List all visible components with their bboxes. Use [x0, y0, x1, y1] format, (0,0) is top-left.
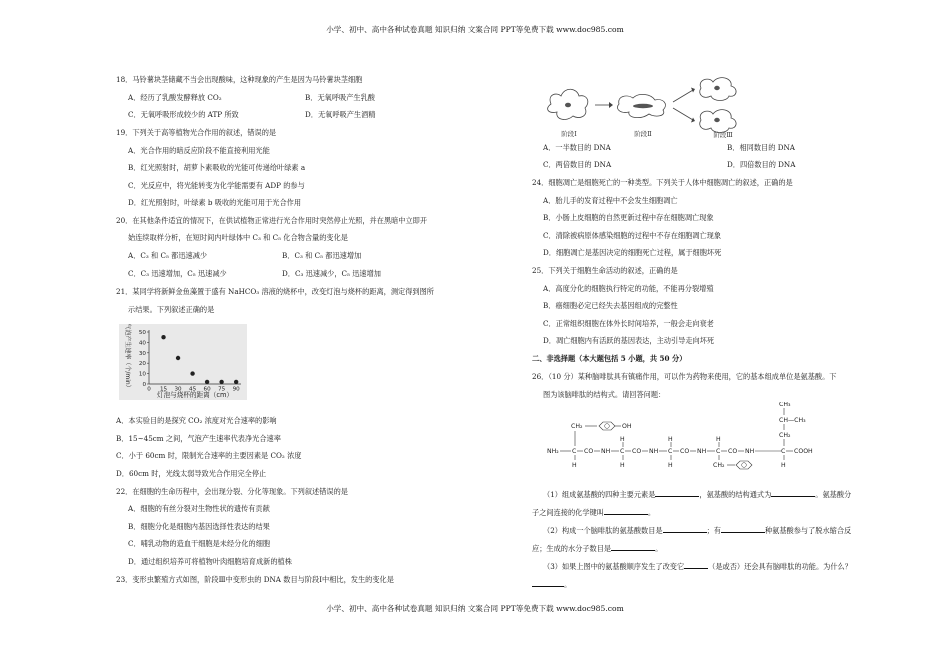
q18-option-a: A．经历了乳酸发酵释放 CO₂	[128, 93, 222, 102]
light-distance-chart	[119, 324, 247, 400]
y-tick-label: 40	[138, 340, 146, 347]
scatter-plot	[119, 324, 247, 400]
q24-option-a: A．胎儿手的发育过程中不会发生细胞凋亡	[543, 196, 678, 205]
x-tick-label: 75	[218, 386, 226, 393]
q26-part3-line2: 。	[532, 580, 571, 590]
y-tick-label: 0	[142, 382, 146, 388]
x-tick-label: 45	[189, 386, 197, 393]
blank-general-formula[interactable]	[771, 490, 815, 497]
stage1-label: 阶段Ⅰ	[561, 130, 577, 138]
q22-option-a: A．细胞的有丝分裂对生物性状的遗传有贡献	[128, 504, 270, 513]
q21-option-b: B．15~45cm 之间，气泡产生速率代表净光合速率	[116, 434, 281, 443]
formula-c1: C	[572, 448, 577, 455]
formula-h2: H	[620, 462, 625, 469]
q26-part2-line1: （2）构成一个脑啡肽的氨基酸数目是 ；有 种氨基酸参与了脱水缩合反	[543, 526, 852, 535]
blank-water-count[interactable]	[611, 544, 655, 551]
q20-option-d: D．C₃ 迅速减少，C₅ 迅速增加	[282, 269, 381, 278]
q21-stem-line1: 21．某同学将新鲜金鱼藻置于盛有 NaHCO₃ 溶液的烧杯中，改变灯泡与烧杯的距离，测定得到图所	[116, 287, 434, 296]
q20-stem-line2: 始连续取样分析，在短时间内叶绿体中 C₃ 和 C₅ 化合物含量的变化是	[128, 233, 348, 242]
stage2-label: 阶段Ⅱ	[634, 130, 652, 138]
q24-option-c: C．清除被病原体感染细胞的过程中不存在细胞凋亡现象	[543, 231, 722, 240]
blank-amino-acid-types[interactable]	[721, 526, 765, 533]
benzene-ring-1	[599, 422, 615, 430]
q26-part3-line1: （3）如果上图中的氨基酸顺序发生了改变它 （是或否）还会具有脑啡肽的功能。为什么？	[543, 562, 852, 571]
formula-h3-top: H	[668, 436, 673, 443]
q22-option-c: C．哺乳动物的造血干细胞是未经分化的细胞	[128, 539, 271, 548]
q19-option-a: A．光合作用的暗反应阶段不能直接利用光能	[128, 146, 270, 155]
formula-c4: C	[716, 448, 721, 455]
formula-c3: C	[668, 448, 673, 455]
q18-option-b: B．无氧呼吸产生乳酸	[305, 93, 375, 102]
blank-amino-acid-count[interactable]	[663, 526, 707, 533]
q26-part2-line2: 应；生成的水分子数目是 。	[532, 544, 663, 553]
formula-nh1: NH	[601, 448, 611, 455]
nucleus-stage1	[565, 103, 571, 108]
q18-option-c: C．无氧呼吸形成较少的 ATP 所致	[128, 110, 239, 119]
q21-option-a: A．本实验目的是探究 CO₂ 浓度对光合速率的影响	[116, 416, 277, 425]
q24-option-d: D．细胞凋亡是基因决定的细胞死亡过程，属于细胞坏死	[543, 248, 722, 257]
q18-option-d: D．无氧呼吸产生酒精	[305, 110, 376, 119]
formula-co3: CO	[680, 448, 690, 455]
q22-stem: 22．在细胞的生命历程中，会出现分裂、分化等现象。下列叙述错误的是	[116, 487, 348, 496]
formula-nh4: NH	[745, 448, 755, 455]
formula-oh: OH	[622, 423, 632, 430]
enkephalin-structure-formula	[543, 402, 863, 470]
amoeba-division-figure	[543, 74, 753, 138]
formula-co1: CO	[584, 448, 594, 455]
page-footer: 小学、初中、高中各种试卷真题 知识归纳 文案合同 PPT等免费下载 www.doc985.com	[326, 604, 624, 613]
y-tick-label: 10	[138, 371, 146, 378]
formula-co4: CO	[728, 448, 738, 455]
blank-yes-no[interactable]	[684, 562, 708, 569]
q23-option-c: C．两倍数目的 DNA	[543, 160, 612, 169]
blank-elements[interactable]	[655, 490, 699, 497]
q25-option-a: A．高度分化的细胞执行特定的功能，不能再分裂增殖	[543, 284, 714, 293]
x-tick-label: 60	[203, 386, 211, 393]
data-point	[161, 335, 165, 339]
x-tick-label: 0	[147, 386, 151, 393]
y-tick-label: 20	[138, 361, 146, 368]
data-point	[190, 371, 194, 375]
formula-nh2b: NH	[649, 448, 659, 455]
formula-ch2-top: CH₂	[571, 423, 583, 430]
q23-option-a: A．一半数目的 DNA	[543, 143, 611, 152]
formula-h3: H	[668, 462, 673, 469]
benzene-ring-2	[736, 461, 752, 469]
nucleus-stage2	[633, 104, 653, 108]
q19-stem: 19．下列关于高等植物光合作用的叙述，错误的是	[116, 128, 277, 137]
formula-c5: C	[781, 448, 786, 455]
chart-x-label: 灯泡与烧杯的距离（cm）	[157, 391, 233, 399]
formula-cooh: COOH	[794, 448, 813, 455]
x-tick-label: 15	[159, 386, 168, 393]
q24-stem: 24．细胞凋亡是细胞死亡的一种类型。下列关于人体中细胞凋亡的叙述，正确的是	[532, 178, 793, 187]
q19-option-d: D．红光照射时，叶绿素 b 吸收的光能可用于光合作用	[128, 198, 302, 207]
page-header: 小学、初中、高中各种试卷真题 知识归纳 文案合同 PPT等免费下载 www.doc985.com	[326, 25, 624, 34]
q26-stem-line2: 图为该脑啡肽的结构式。请回答问题：	[543, 390, 666, 399]
q19-option-c: C．光反应中，将光能转变为化学能需要有 ADP 的参与	[128, 181, 305, 190]
q26-part1-line2: 子之间连接的化学键叫 。	[532, 508, 656, 517]
section2-title: 二、非选择题（本大题包括 5 小题，共 50 分）	[532, 354, 687, 363]
y-tick-label: 50	[138, 330, 146, 336]
formula-ch-ch3: CH—CH₃	[779, 417, 806, 424]
q23-option-d: D．四倍数目的 DNA	[727, 160, 796, 169]
formula-nh3: NH	[697, 448, 707, 455]
arrow-2a	[673, 90, 693, 102]
q26-part1-line1: （1）组成氨基酸的四种主要元素是 ，氨基酸的结构通式为 。氨基酸分	[543, 490, 852, 499]
q21-stem-line2: 示结果。下列叙述正确的是	[128, 305, 215, 314]
blank-reason[interactable]	[532, 580, 564, 587]
data-point	[205, 380, 209, 384]
chart-y-label: 气泡产生速率（个/min）	[124, 324, 131, 391]
formula-ch2-leu: CH₂	[779, 432, 791, 439]
formula-h5: H	[781, 462, 786, 469]
q22-option-b: B．细胞分化是细胞内基因选择性表达的结果	[128, 522, 270, 531]
formula-nh2: NH₂	[547, 448, 559, 455]
data-point	[176, 356, 180, 360]
x-tick-label: 90	[232, 386, 240, 393]
stage3-label: 阶段Ⅲ	[713, 131, 733, 138]
formula-h4-top: H	[716, 436, 721, 443]
formula-h2-top: H	[620, 436, 625, 443]
q21-option-d: D．60cm 时，光线太弱导致光合作用完全停止	[116, 469, 267, 478]
q26-stem-line1: 26．（10 分）某种脑啡肽具有镇痛作用，可以作为药物来使用，它的基本组成单位是氨基酸。下	[532, 372, 837, 381]
q20-stem-line1: 20．在其他条件适宜的情况下，在供试植物正常进行光合作用时突然停止光照，并在黑暗中立即开	[116, 216, 428, 225]
q20-option-c: C．C₃ 迅速增加，C₅ 迅速减少	[128, 269, 227, 278]
formula-h1: H	[572, 462, 577, 469]
q21-option-c: C．小于 60cm 时，限制光合速率的主要因素是 CO₂ 浓度	[116, 451, 302, 460]
q20-option-b: B．C₃ 和 C₅ 都迅速增加	[282, 251, 362, 260]
q22-option-d: D．通过组织培养可将植物叶肉细胞培育成新的植株	[128, 557, 292, 566]
formula-co2: CO	[632, 448, 642, 455]
q25-option-c: C．正常组织细胞在体外长时间培养，一般会走向衰老	[543, 319, 714, 328]
q24-option-b: B．小肠上皮细胞的自然更新过程中存在细胞凋亡现象	[543, 213, 714, 222]
q20-option-a: A．C₃ 和 C₅ 都迅速减少	[128, 251, 208, 260]
formula-ch3-top: CH₃	[779, 402, 791, 408]
formula-ch2-phe: CH₂	[713, 462, 725, 469]
q25-stem: 25．下列关于细胞生命活动的叙述，正确的是	[532, 266, 678, 275]
blank-chemical-bond[interactable]	[604, 508, 648, 515]
q23-stem: 23．变形虫繁殖方式如图，阶段Ⅲ中变形虫的 DNA 数目与阶段Ⅰ中相比，发生的变化是	[116, 575, 394, 584]
q25-option-d: D．凋亡细胞内有活跃的基因表达，主动引导走向坏死	[543, 336, 715, 345]
q23-option-b: B．相同数目的 DNA	[727, 143, 795, 152]
q18-stem: 18．马铃薯块茎储藏不当会出现酸味，这种现象的产生是因为马铃薯块茎细胞	[116, 75, 363, 84]
data-point	[219, 380, 223, 384]
q25-option-b: B．癌细胞必定已经失去基因组成的完整性	[543, 301, 678, 310]
arrow-2b	[673, 108, 693, 120]
data-point	[234, 380, 238, 384]
x-tick-label: 30	[174, 386, 182, 393]
y-tick-label: 30	[138, 350, 146, 357]
q19-option-b: B．红光照射时，胡萝卜素吸收的光能可传递给叶绿素 a	[128, 163, 306, 172]
formula-c2: C	[620, 448, 625, 455]
